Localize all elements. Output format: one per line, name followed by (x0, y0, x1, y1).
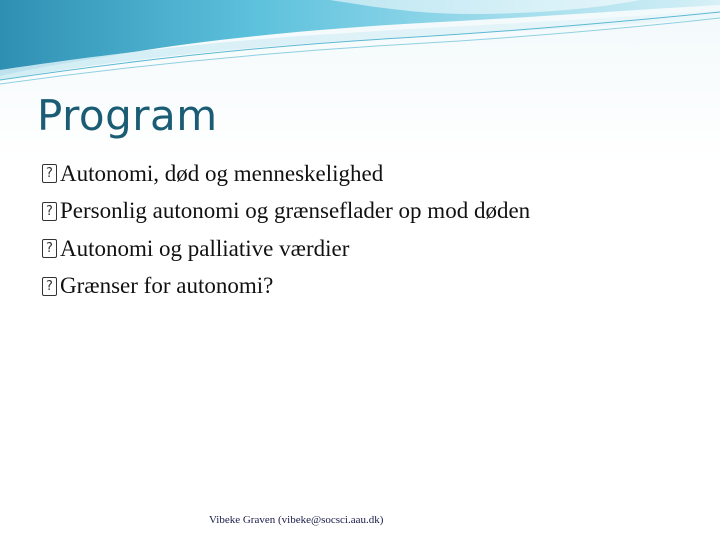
missing-glyph-box-icon (42, 164, 57, 183)
slide-title: Program (37, 91, 218, 140)
bullet-item (42, 268, 530, 306)
footer-author: Vibeke Graven (vibeke@socsci.aau.dk) (209, 514, 384, 526)
bullet-item (42, 193, 530, 231)
missing-glyph-box-icon (42, 202, 57, 221)
missing-glyph-box-icon (42, 239, 57, 258)
bullet-text: Autonomi, død og menneskelighed (60, 160, 384, 186)
header-wave-decoration (0, 0, 720, 90)
bullet-item (42, 230, 530, 268)
bullet-text: Autonomi og palliative værdier (60, 235, 350, 261)
bullet-text: Grænser for autonomi? (60, 273, 274, 299)
bullet-item (42, 155, 530, 193)
missing-glyph-box-icon (42, 277, 57, 296)
bullet-text: Personlig autonomi og grænseflader op mod døden (60, 198, 531, 224)
bullet-list (42, 155, 530, 305)
